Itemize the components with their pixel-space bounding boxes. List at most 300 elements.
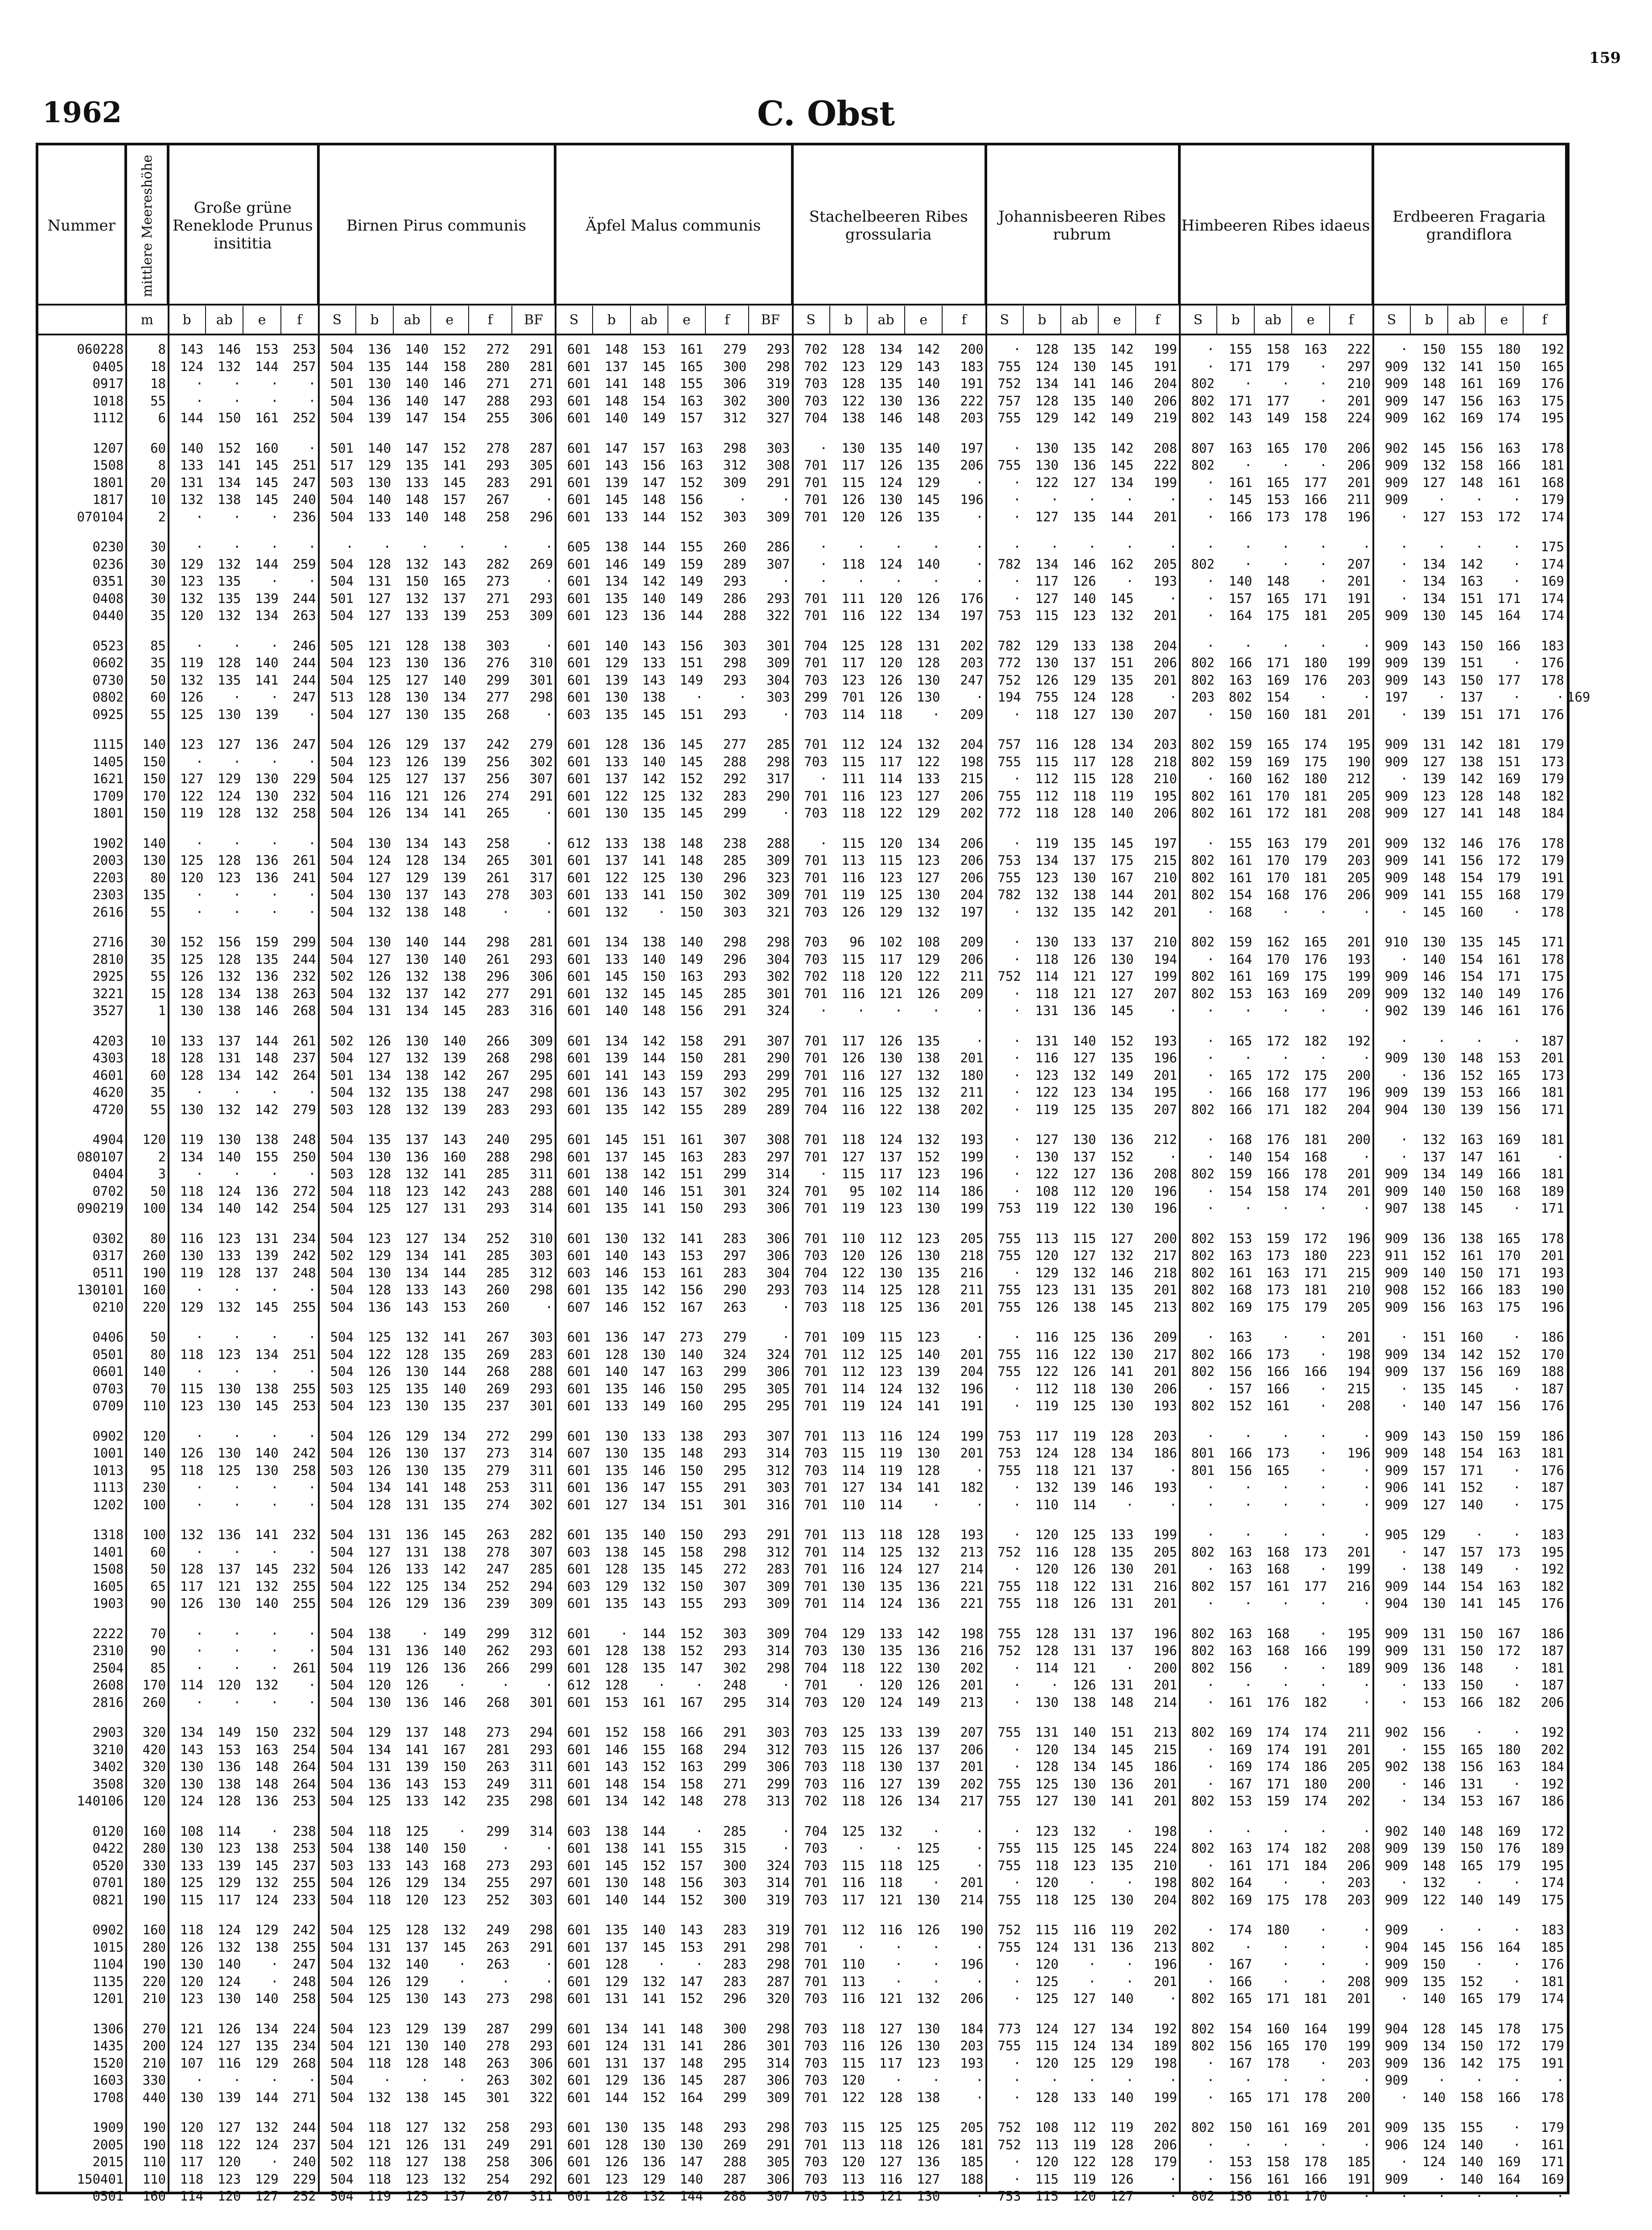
table-cell: 601 [556, 654, 590, 671]
table-cell: 203 [1330, 852, 1371, 869]
table-cell: 278 [706, 1792, 746, 1809]
table-cell: · [1292, 1526, 1327, 1543]
table-cell: 174 [1486, 409, 1520, 426]
table-cell: 35 [126, 1084, 166, 1101]
table-cell: · [986, 1973, 1021, 1990]
table-row [38, 1956, 1567, 1973]
table-cell: · [1373, 706, 1408, 723]
table-cell: 502 [319, 2153, 354, 2170]
table-cell: 145 [668, 2072, 703, 2089]
table-cell: 206 [1524, 1694, 1564, 1711]
table-cell: 204 [943, 736, 983, 753]
table-cell: 127 [394, 1230, 428, 1247]
table-cell: 174 [1524, 590, 1564, 607]
table-cell: 309 [512, 1032, 553, 1049]
table-cell: 601 [556, 1346, 590, 1363]
subheader-e: e [243, 306, 281, 334]
table-cell: 752 [986, 375, 1021, 392]
table-cell: 301 [512, 672, 553, 689]
table-cell: 132 [169, 590, 203, 607]
table-cell: 151 [668, 1183, 703, 1200]
table-cell: 130 [1411, 607, 1446, 624]
table-cell: 132 [356, 1956, 391, 1973]
table-cell: 126 [1061, 951, 1096, 968]
table-cell: 189 [1136, 2037, 1177, 2054]
table-cell: 601 [556, 1939, 590, 1956]
table-cell: 122 [1411, 1891, 1446, 1908]
table-cell: 153 [243, 341, 278, 358]
table-cell: 132 [1411, 1131, 1446, 1148]
table-cell: 145 [593, 1857, 628, 1874]
table-cell: 150 [126, 753, 166, 770]
table-cell: 118 [1024, 805, 1059, 822]
table-cell: 149 [905, 1694, 940, 1711]
table-cell: 130 [394, 2037, 428, 2054]
table-cell: 129 [1061, 672, 1096, 689]
table-cell: 128 [1099, 2136, 1133, 2153]
table-cell: 131 [243, 1230, 278, 1247]
table-cell: 132 [206, 1939, 241, 1956]
table-cell: · [1099, 573, 1133, 590]
table-cell: 150 [1448, 1428, 1483, 1445]
table-cell: 135 [631, 2119, 666, 2136]
table-cell: 175 [1292, 968, 1327, 985]
table-cell: 152 [1411, 1281, 1446, 1298]
table-cell: 141 [631, 2020, 666, 2037]
table-cell: 909 [1373, 2055, 1408, 2072]
table-cell: · [1373, 1741, 1408, 1758]
table-cell: 802 [1180, 753, 1215, 770]
table-cell: · [1099, 1956, 1133, 1973]
table-cell: 136 [356, 392, 391, 409]
table-cell: 248 [281, 1264, 316, 1281]
table-cell: · [1373, 538, 1408, 555]
table-cell: 119 [868, 1445, 902, 1462]
table-cell: 612 [556, 1677, 590, 1693]
table-cell: · [1180, 1479, 1215, 1496]
table-cell: 140 [668, 1346, 703, 1363]
table-cell: · [1330, 1462, 1371, 1479]
table-cell: 128 [1024, 392, 1059, 409]
table-cell: 127 [356, 1049, 391, 1066]
table-cell: · [1373, 1329, 1408, 1346]
table-cell: 120 [868, 590, 902, 607]
table-cell: 138 [431, 968, 466, 985]
table-cell: 203 [1330, 1891, 1371, 1908]
subheader-e: e [1099, 306, 1136, 334]
table-cell: 211 [1330, 1724, 1371, 1741]
table-cell: 601 [556, 1973, 590, 1990]
table-cell: 130 [206, 1131, 241, 1148]
table-cell: 125 [206, 1462, 241, 1479]
table-cell: 124 [206, 1921, 241, 1938]
table-cell: · [1217, 1479, 1252, 1496]
table-cell: · [749, 1823, 790, 1840]
table-cell: 504 [319, 491, 354, 508]
table-cell: 151 [1411, 1329, 1446, 1346]
table-cell: 601 [556, 573, 590, 590]
table-cell: 114 [830, 1281, 865, 1298]
table-cell: 152 [431, 440, 466, 457]
table-cell: 182 [943, 1479, 983, 1496]
table-cell: 157 [668, 1084, 703, 1101]
table-cell: · [1448, 538, 1483, 555]
table-cell: 703 [793, 951, 828, 968]
table-cell: 807 [1180, 440, 1215, 457]
table-cell: · [1411, 538, 1446, 555]
table-cell: 130 [394, 1032, 428, 1049]
table-cell: 135 [431, 1462, 466, 1479]
table-cell: 127 [356, 590, 391, 607]
table-cell: 125 [356, 1200, 391, 1217]
table-cell: 124 [868, 736, 902, 753]
table-row [38, 2037, 1567, 2054]
table-cell: 119 [356, 1660, 391, 1677]
table-cell: 138 [593, 1840, 628, 1857]
table-cell: 279 [469, 1462, 510, 1479]
table-cell: 504 [319, 1346, 354, 1363]
table-cell: 132 [169, 672, 203, 689]
table-cell: 902 [1373, 1758, 1408, 1775]
row-number: 140106 [38, 1792, 124, 1809]
table-cell: 122 [905, 753, 940, 770]
table-row [38, 1148, 1567, 1165]
table-cell: 204 [943, 1363, 983, 1380]
table-cell: 133 [593, 835, 628, 852]
table-cell: 303 [469, 637, 510, 654]
table-cell: 163 [668, 1148, 703, 1165]
table-cell: 147 [1448, 1148, 1483, 1165]
table-cell: 203 [1136, 736, 1177, 753]
table-cell: 140 [1448, 2153, 1483, 2170]
table-cell: 117 [830, 654, 865, 671]
table-cell: 137 [431, 1445, 466, 1462]
table-cell: 116 [830, 1776, 865, 1792]
table-cell: · [986, 985, 1021, 1002]
table-cell: 601 [556, 1625, 590, 1642]
table-cell: 293 [706, 968, 746, 985]
table-cell: 263 [469, 1956, 510, 1973]
table-cell: 802 [1180, 1625, 1215, 1642]
table-cell: 256 [469, 770, 510, 787]
table-cell: 122 [356, 1346, 391, 1363]
table-cell: 138 [905, 1101, 940, 1118]
table-cell: 252 [281, 409, 316, 426]
row-number: 0902 [38, 1428, 124, 1445]
table-cell: 142 [1099, 440, 1133, 457]
table-cell: 601 [556, 2119, 590, 2136]
table-cell: · [1180, 2055, 1215, 2072]
table-cell: 132 [905, 1067, 940, 1084]
table-cell: 157 [1411, 1462, 1446, 1479]
table-cell: 110 [830, 1956, 865, 1973]
table-cell: 134 [394, 1247, 428, 1264]
table-cell: 119 [1099, 1921, 1133, 1938]
table-cell: 141 [668, 1230, 703, 1247]
table-cell: 146 [868, 409, 902, 426]
table-cell: 119 [356, 2188, 391, 2205]
table-cell: 208 [1136, 1165, 1177, 1182]
table-cell: 127 [356, 607, 391, 624]
table-cell: 189 [1330, 1660, 1371, 1677]
table-cell: 131 [1024, 1724, 1059, 1741]
table-cell: 215 [1330, 1264, 1371, 1281]
table-cell: · [1373, 341, 1408, 358]
table-cell: 309 [749, 1595, 790, 1612]
table-cell: · [943, 1939, 983, 1956]
table-cell: 138 [905, 2089, 940, 2106]
table-cell: 171 [1217, 358, 1252, 375]
table-cell: 140 [1099, 805, 1133, 822]
table-cell: 118 [830, 1299, 865, 1316]
table-cell: 158 [668, 1544, 703, 1561]
header-group-1 [126, 145, 169, 304]
table-cell: 504 [319, 1595, 354, 1612]
table-cell: 802 [1180, 1990, 1215, 2007]
table-cell: · [1180, 1496, 1215, 1513]
table-cell: 120 [126, 1131, 166, 1148]
table-cell: 173 [1524, 1067, 1564, 1084]
table-cell: 261 [281, 1032, 316, 1049]
table-cell: 161 [1486, 1002, 1520, 1019]
table-cell: 132 [905, 1380, 940, 1397]
table-cell: 134 [593, 933, 628, 950]
table-cell: 324 [749, 1346, 790, 1363]
table-cell: 147 [593, 440, 628, 457]
table-cell: 504 [319, 1660, 354, 1677]
table-cell: · [206, 637, 241, 654]
table-cell: 263 [469, 1939, 510, 1956]
table-cell: · [169, 2072, 203, 2089]
table-cell: 117 [169, 1578, 203, 1595]
table-cell: 126 [905, 590, 940, 607]
table-cell: 141 [1448, 358, 1483, 375]
table-cell: 128 [1061, 1445, 1096, 1462]
table-cell: 133 [593, 508, 628, 525]
table-cell: 130 [1024, 440, 1059, 457]
table-cell: 131 [356, 1526, 391, 1543]
table-row [38, 835, 1567, 852]
table-cell: 145 [668, 753, 703, 770]
table-cell: 115 [1061, 770, 1096, 787]
table-cell: 278 [469, 886, 510, 903]
table-cell: 140 [431, 1380, 466, 1397]
table-cell: 118 [1061, 1380, 1096, 1397]
table-cell: 147 [668, 1660, 703, 1677]
table-cell: 272 [469, 341, 510, 358]
table-cell: 3 [126, 1165, 166, 1182]
table-cell: 299 [469, 672, 510, 689]
table-cell: 147 [631, 1329, 666, 1346]
table-cell: 133 [1099, 1526, 1133, 1543]
table-cell: 268 [281, 2055, 316, 2072]
table-cell: 116 [1061, 1921, 1096, 1938]
table-cell: 174 [1255, 1741, 1289, 1758]
table-cell: 293 [749, 590, 790, 607]
table-cell: 90 [126, 1595, 166, 1612]
table-cell: 201 [1136, 1792, 1177, 1809]
table-cell: 299 [749, 1067, 790, 1084]
table-cell: 161 [1255, 2171, 1289, 2188]
table-cell: 154 [1448, 869, 1483, 886]
table-cell: · [668, 1677, 703, 1693]
table-cell: 171 [1486, 1264, 1520, 1281]
table-cell: 130 [1061, 1792, 1096, 1809]
table-cell: 135 [1061, 440, 1096, 457]
table-cell: 118 [830, 1758, 865, 1775]
table-cell: 132 [206, 1299, 241, 1316]
table-cell: 118 [830, 968, 865, 985]
table-cell: 267 [469, 1067, 510, 1084]
table-cell: 137 [394, 1724, 428, 1741]
table-cell: · [1255, 1049, 1289, 1066]
table-row [38, 1346, 1567, 1363]
table-cell: 207 [1136, 1101, 1177, 1118]
table-cell: 909 [1373, 1183, 1408, 1200]
table-cell: 153 [1448, 1792, 1483, 1809]
table-cell: 257 [281, 358, 316, 375]
table-cell: 126 [905, 2136, 940, 2153]
table-cell: 802 [1180, 409, 1215, 426]
table-cell: 504 [319, 1526, 354, 1543]
table-cell: 314 [512, 1823, 553, 1840]
table-cell: 195 [1524, 1857, 1564, 1874]
table-cell: 291 [749, 474, 790, 491]
table-cell: 755 [986, 1281, 1021, 1298]
table-cell: · [169, 753, 203, 770]
table-cell: 112 [830, 736, 865, 753]
table-cell: 181 [1292, 706, 1327, 723]
table-cell: 156 [1217, 2171, 1252, 2188]
table-cell: · [206, 835, 241, 852]
table-cell: 171 [1448, 1462, 1483, 1479]
table-cell: 130 [356, 835, 391, 852]
table-row [38, 607, 1567, 624]
table-cell: 125 [905, 1840, 940, 1857]
table-cell: · [512, 805, 553, 822]
row-number: 0709 [38, 1397, 124, 1414]
table-cell: · [1373, 590, 1408, 607]
table-cell: · [1330, 1002, 1371, 1019]
table-cell: 128 [1024, 2089, 1059, 2106]
table-cell: 137 [593, 358, 628, 375]
table-cell: 127 [1099, 985, 1133, 1002]
table-cell: 152 [668, 1625, 703, 1642]
table-cell: 301 [512, 852, 553, 869]
table-cell: · [1180, 1921, 1215, 1938]
table-cell: 148 [431, 2055, 466, 2072]
table-cell: 135 [431, 706, 466, 723]
table-cell: · [1180, 1561, 1215, 1578]
table-cell: 125 [169, 1874, 203, 1891]
table-cell: · [593, 1625, 628, 1642]
row-number: 1113 [38, 1479, 124, 1496]
table-cell: 261 [469, 869, 510, 886]
table-cell: 255 [281, 1595, 316, 1612]
table-cell: · [1024, 2072, 1059, 2089]
table-cell: 120 [1099, 1183, 1133, 1200]
table-cell: 134 [1061, 1741, 1096, 1758]
table-cell: 136 [905, 392, 940, 409]
table-cell: 169 [1217, 1741, 1252, 1758]
table-cell: 261 [469, 951, 510, 968]
table-cell: 161 [668, 1131, 703, 1148]
table-cell: 150 [126, 805, 166, 822]
table-cell: · [1180, 637, 1215, 654]
table-cell: 137 [593, 852, 628, 869]
table-cell: · [243, 1544, 278, 1561]
table-cell: 163 [1217, 1329, 1252, 1346]
table-cell: 161 [668, 1264, 703, 1281]
table-cell: 140 [1448, 2171, 1483, 2188]
table-cell: · [1486, 2136, 1520, 2153]
table-row [38, 770, 1567, 787]
table-cell: 183 [1524, 1921, 1564, 1938]
table-cell: 504 [319, 2055, 354, 2072]
subheader-b: b [1217, 306, 1255, 334]
table-cell: 130 [1099, 1200, 1133, 1217]
table-cell: 65 [126, 1578, 166, 1595]
table-cell: 298 [749, 753, 790, 770]
table-cell: 802 [1217, 689, 1252, 706]
table-cell: · [243, 886, 278, 903]
table-cell: 293 [512, 1857, 553, 1874]
row-number: 3402 [38, 1758, 124, 1775]
table-cell: 504 [319, 1990, 354, 2007]
table-cell: 202 [943, 1660, 983, 1677]
table-cell: 201 [1524, 1049, 1564, 1066]
table-cell: 143 [431, 886, 466, 903]
table-cell: 236 [281, 508, 316, 525]
table-cell: 206 [943, 457, 983, 474]
table-cell: 130 [394, 654, 428, 671]
table-cell: 2 [126, 1148, 166, 1165]
table-cell: 169 [1217, 1758, 1252, 1775]
table-cell: 183 [943, 358, 983, 375]
table-cell: 504 [319, 1496, 354, 1513]
table-cell: 130 [868, 1049, 902, 1066]
table-cell: 129 [169, 1299, 203, 1316]
table-cell: · [1099, 1823, 1133, 1840]
table-cell: 217 [1136, 1247, 1177, 1264]
table-cell: 213 [1136, 1724, 1177, 1741]
table-cell: 167 [1217, 2055, 1252, 2072]
row-number: 1013 [38, 1462, 124, 1479]
table-cell: 145 [243, 1857, 278, 1874]
table-cell: 173 [1292, 1544, 1327, 1561]
table-cell: 137 [431, 736, 466, 753]
table-cell: 135 [868, 1642, 902, 1659]
table-cell: 213 [1136, 1299, 1177, 1316]
table-cell: 127 [1061, 474, 1096, 491]
table-cell: 909 [1373, 1956, 1408, 1973]
table-cell: 244 [281, 590, 316, 607]
table-cell: 150 [394, 573, 428, 590]
row-number: 1201 [38, 1990, 124, 2007]
table-row [38, 1067, 1567, 1084]
table-cell: 140 [356, 440, 391, 457]
table-cell: 143 [631, 1067, 666, 1084]
table-cell: 701 [830, 689, 865, 706]
table-cell: 95 [830, 1183, 865, 1200]
table-cell: 133 [1061, 2089, 1096, 2106]
table-cell: 179 [1524, 770, 1564, 787]
table-cell: 601 [556, 1840, 590, 1857]
table-cell: 128 [868, 2089, 902, 2106]
table-cell: 161 [668, 341, 703, 358]
table-cell: 168 [1486, 886, 1520, 903]
table-cell: 158 [431, 358, 466, 375]
